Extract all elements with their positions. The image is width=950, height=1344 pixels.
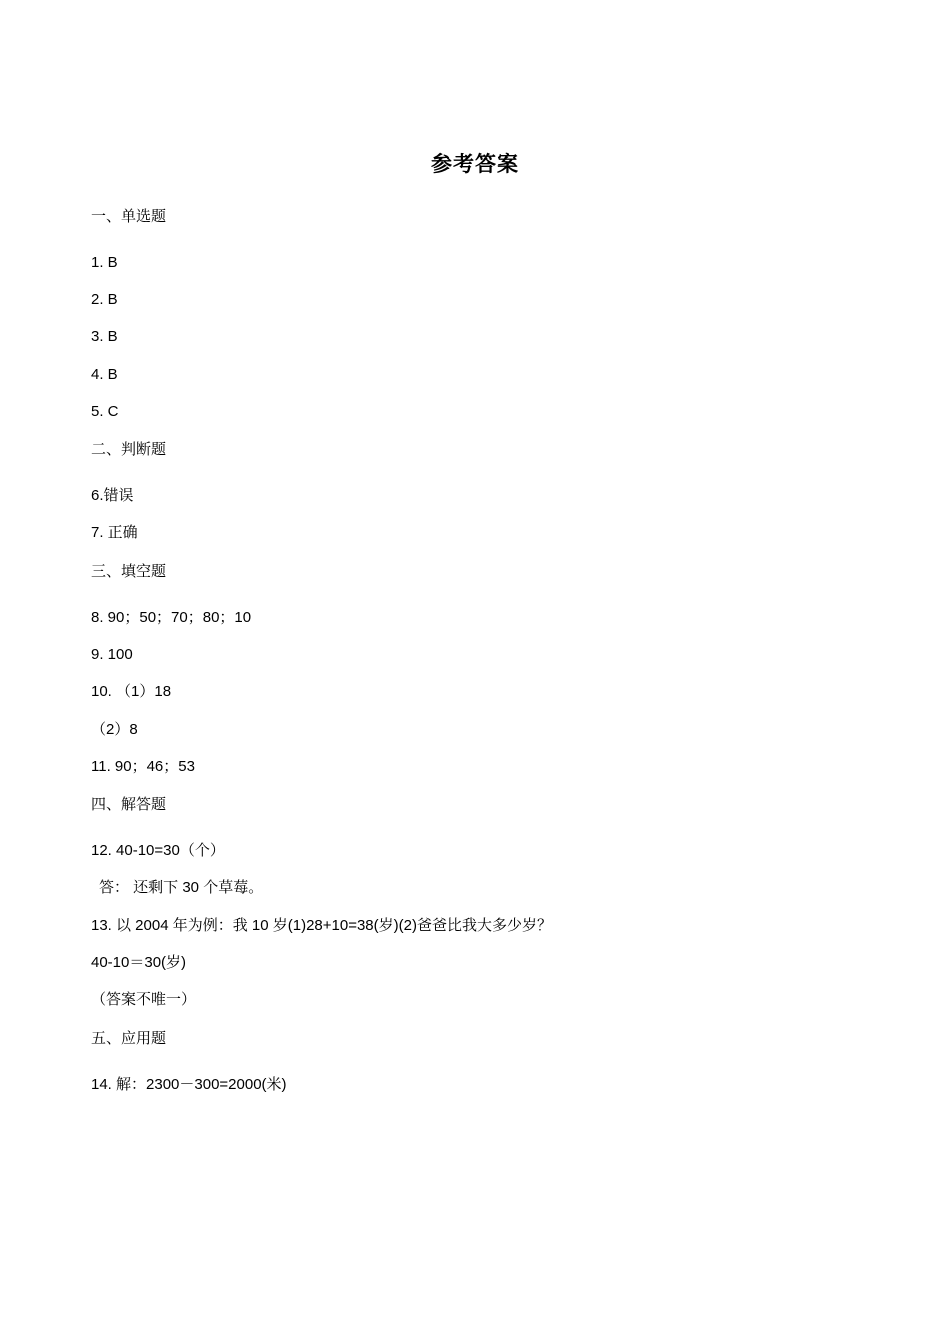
- answer-7: 7. 正确: [91, 524, 138, 541]
- answer-14: 14. 解：2300－300=2000(米): [91, 1076, 287, 1093]
- section-heading-single-choice: 一、单选题: [91, 207, 167, 225]
- answer-6: 6.错误: [91, 487, 134, 504]
- section-heading-fill-blank: 三、填空题: [91, 562, 167, 580]
- section-heading-application: 五、应用题: [91, 1029, 167, 1047]
- answer-13-line-2: 40-10＝30(岁): [91, 954, 187, 971]
- answer-2: 2. B: [91, 291, 118, 308]
- section-heading-true-false: 二、判断题: [91, 440, 167, 458]
- answer-1: 1. B: [91, 254, 118, 271]
- answer-10-part-1: 10. （1）18: [91, 683, 172, 700]
- answer-3: 3. B: [91, 328, 118, 345]
- answer-4: 4. B: [91, 366, 118, 383]
- answer-13-line-1: 13. 以 2004 年为例：我 10 岁(1)28+10=38(岁)(2)爸爸比我大多少岁？: [91, 917, 552, 934]
- answer-5: 5. C: [91, 403, 119, 420]
- answer-13-line-3: （答案不唯一）: [91, 991, 197, 1008]
- answer-11: 11. 90；46；53: [91, 758, 195, 775]
- answer-8: 8. 90；50；70；80；10: [91, 609, 252, 626]
- page-title: 参考答案: [431, 152, 519, 176]
- answer-9: 9. 100: [91, 646, 133, 663]
- answer-10-part-2: （2）8: [91, 721, 138, 738]
- answer-12-line-1: 12. 40-10=30（个）: [91, 842, 225, 859]
- answer-12-line-2: 答： 还剩下 30 个草莓。: [99, 879, 264, 896]
- section-heading-solve: 四、解答题: [91, 795, 167, 813]
